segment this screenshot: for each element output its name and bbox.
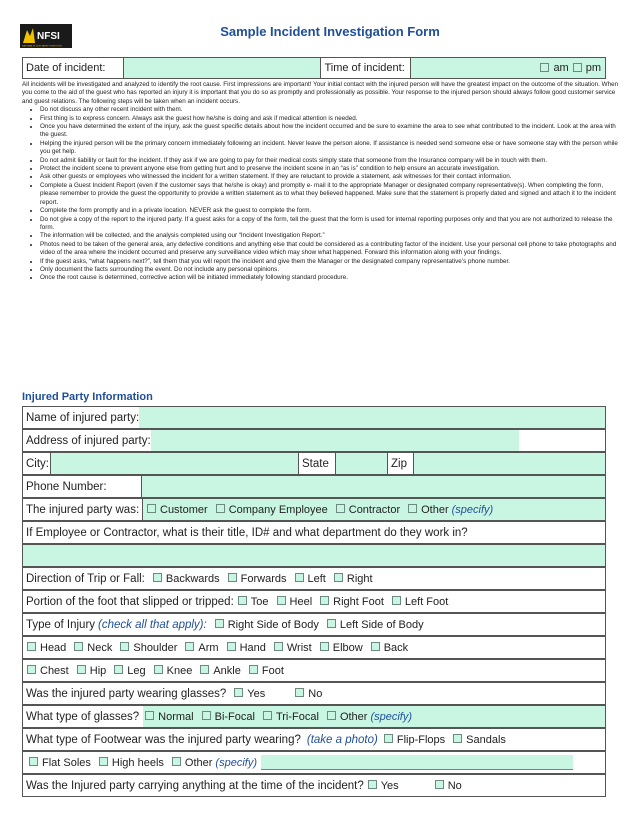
- checkbox[interactable]: [263, 711, 272, 720]
- option-label: Ankle: [213, 664, 241, 677]
- checkbox[interactable]: [384, 734, 393, 743]
- option-footwear-other[interactable]: [172, 757, 257, 769]
- option-neck[interactable]: [74, 642, 112, 654]
- instruction-item: • Photos need to be taken of the general area, any defective conditions and anything else that could be considered as a contributing factor of the incident. Use your personal cell phone to take photographs and video of the area where the incident occurred and preserve any surveillance video which may show what happened. Forward this information along with your findings.: [40, 241, 620, 258]
- instruction-item: • Do not discuss any other recent incident with them.: [40, 106, 620, 114]
- take-photo-hint: (take a photo): [306, 733, 378, 746]
- checkbox[interactable]: [200, 665, 209, 674]
- pm-checkbox[interactable]: [573, 63, 582, 72]
- footwear-question: What type of Footwear was the injured party wearing?: [26, 733, 301, 746]
- option-other[interactable]: [408, 504, 493, 516]
- instruction-item: • Helping the injured person will be the primary concern immediately following an incident. Never leave the person alone. If assistance is needed send someone else or have someone stay with the person while you get help.: [40, 140, 620, 157]
- checkbox[interactable]: [371, 642, 380, 651]
- option-label: Neck: [87, 641, 113, 654]
- instruction-item: • Only document the facts surrounding the event. Do not include any personal opinions.: [40, 266, 620, 274]
- option-sandals[interactable]: [453, 734, 506, 746]
- checkbox[interactable]: [435, 780, 444, 789]
- party-type-row: [22, 498, 606, 521]
- option-label: Flat Soles: [42, 756, 91, 769]
- checkbox[interactable]: [334, 573, 343, 582]
- option-label: Customer: [160, 503, 208, 516]
- checkbox[interactable]: [172, 757, 181, 766]
- checkbox[interactable]: [77, 665, 86, 674]
- checkbox[interactable]: [153, 573, 162, 582]
- option-hand[interactable]: [227, 642, 266, 654]
- option-label: Right Foot: [333, 595, 384, 608]
- checkbox[interactable]: [228, 573, 237, 582]
- logo-text: NFSI: [37, 31, 60, 42]
- glasses-type-options: [143, 706, 605, 727]
- option-label: Flip-Flops: [396, 733, 446, 746]
- footwear-row-2: [22, 751, 606, 774]
- option-label: Hip: [89, 664, 107, 677]
- option-label: Left: [307, 572, 326, 585]
- option-label: Normal: [158, 710, 194, 723]
- checkbox[interactable]: [277, 596, 286, 605]
- party-type-options: [142, 499, 605, 520]
- option-label: High heels: [111, 756, 164, 769]
- pm-label: pm: [585, 62, 601, 74]
- option-label: Backwards: [165, 572, 220, 585]
- option-knee[interactable]: [154, 665, 193, 677]
- glasses-question: Was the injured party wearing glasses?: [26, 687, 227, 700]
- direction-label: Direction of Trip or Fall:: [26, 572, 145, 585]
- checkbox[interactable]: [234, 688, 243, 697]
- instruction-item: • Complete the form promptly and in a private location. NEVER ask the guest to complete the form.: [40, 207, 620, 215]
- option-trifocal[interactable]: [263, 711, 319, 723]
- checkbox[interactable]: [238, 596, 247, 605]
- option-label: Toe: [250, 595, 269, 608]
- option-label: Forwards: [240, 572, 287, 585]
- glasses-type-question: What type of glasses?: [26, 710, 140, 723]
- option-arm[interactable]: [185, 642, 218, 654]
- phone-field[interactable]: [141, 476, 605, 497]
- glasses-type-row: [22, 705, 606, 728]
- specify-hint: (specify): [215, 756, 257, 769]
- option-left-side[interactable]: [327, 619, 424, 631]
- injury-type-row: [22, 613, 606, 636]
- checkbox[interactable]: [147, 504, 156, 513]
- name-row: [22, 406, 606, 429]
- option-label: Left Side of Body: [339, 618, 424, 631]
- carrying-question: Was the Injured party carrying anything at the time of the incident?: [26, 779, 364, 792]
- option-glasses-no[interactable]: [295, 688, 322, 700]
- intro-paragraph: All incidents will be investigated and analyzed to identify the root cause. First impressions are important! Your initial contact with the injured person will have the greatest impact on the outcome of the situation. When you come to the aid of the guest who has reported an injury it is important that you do so as promptly and professionally as possible. Your response to the injured person should always follow good customer service and guest relations. The following steps will be taken when an incident occurs.: [22, 81, 619, 105]
- option-label: Sandals: [466, 733, 506, 746]
- option-right-side[interactable]: [215, 619, 319, 631]
- option-label: Left Foot: [404, 595, 449, 608]
- section-title: Injured Party Information: [22, 391, 153, 403]
- option-label: Wrist: [286, 641, 312, 654]
- state-label: State: [298, 453, 335, 474]
- footwear-row: [22, 728, 606, 751]
- form-title: Sample Incident Investigation Form: [220, 24, 440, 39]
- option-toe[interactable]: [238, 596, 269, 608]
- option-carrying-yes[interactable]: [368, 780, 399, 792]
- option-label: Leg: [127, 664, 146, 677]
- specify-hint: (specify): [451, 503, 494, 516]
- option-label: Head: [40, 641, 67, 654]
- option-label: Yes: [380, 779, 399, 792]
- phone-row: [22, 475, 606, 498]
- option-wrist[interactable]: [274, 642, 312, 654]
- city-field[interactable]: [50, 453, 298, 474]
- option-chest[interactable]: [27, 665, 69, 677]
- instruction-item: • Once you have determined the extent of the injury, ask the guest specific details about how the incident occurred and be sure to examine the area to see what contributed to the incident. Look at the area with the guest.: [40, 123, 620, 140]
- option-label: Right: [346, 572, 373, 585]
- specify-hint: (specify): [370, 710, 413, 723]
- option-label: Foot: [261, 664, 284, 677]
- option-contractor[interactable]: [336, 504, 400, 516]
- option-label: No: [308, 687, 323, 700]
- instruction-item: • The information will be collected, and the analysis completed using our “Incident Investigation Report.”: [40, 232, 620, 240]
- instructions: [22, 81, 620, 283]
- instruction-item: • Do not give a copy of the report to the injured party. If a guest asks for a copy of the form, tell the guest that the form is used for internal reporting purposes only and that you are not authorized to release the form.: [40, 216, 620, 233]
- option-label: Heel: [289, 595, 313, 608]
- foot-portion-label: Portion of the foot that slipped or tripped:: [26, 595, 234, 608]
- injury-hint: (check all that apply):: [98, 618, 207, 631]
- option-ankle[interactable]: [200, 665, 241, 677]
- zip-field[interactable]: [413, 453, 605, 474]
- option-label: Knee: [166, 664, 193, 677]
- checkbox[interactable]: [74, 642, 83, 651]
- checkbox[interactable]: [368, 780, 377, 789]
- option-label: Chest: [40, 664, 69, 677]
- instruction-list: [22, 106, 620, 283]
- instruction-item: • If the guest asks, “what happens next?”, tell them that you will report the incident and give them the Manager or the designated company representative’s phone number.: [40, 258, 620, 266]
- date-time-row: [22, 57, 606, 79]
- address-field[interactable]: [151, 430, 519, 451]
- instruction-item: • Do not admit liability or fault for the incident. If they ask if we are going to pay for their medical costs simply state that someone from the Insurance company will be in touch with them.: [40, 157, 620, 165]
- option-label: Other: [421, 503, 449, 516]
- date-label: Date of incident:: [26, 62, 106, 74]
- state-field[interactable]: [335, 453, 387, 474]
- body-parts-row-1: [22, 636, 606, 659]
- option-label: Shoulder: [133, 641, 178, 654]
- option-right[interactable]: [334, 573, 373, 585]
- option-back[interactable]: [371, 642, 408, 654]
- option-right-foot[interactable]: [320, 596, 384, 608]
- footwear-other-field[interactable]: [261, 755, 573, 770]
- time-field[interactable]: [410, 58, 605, 78]
- carrying-row: [22, 774, 606, 797]
- date-field[interactable]: [123, 58, 320, 78]
- option-label: Back: [383, 641, 409, 654]
- instruction-item: • Protect the incident scene to prevent anyone else from getting hurt and to preserve the incident scene in an “as is” condition to help ensure an accurate investigation.: [40, 165, 620, 173]
- logo-subtext: NATIONAL FLOOR SAFETY INSTITUTE: [22, 45, 62, 48]
- checkbox[interactable]: [320, 596, 329, 605]
- option-employee[interactable]: [216, 504, 328, 516]
- checkbox[interactable]: [227, 642, 236, 651]
- checkbox[interactable]: [249, 665, 258, 674]
- option-label: Company Employee: [228, 503, 328, 516]
- option-label: No: [447, 779, 462, 792]
- city-label: City:: [26, 457, 49, 470]
- option-high-heels[interactable]: [99, 757, 164, 769]
- checkbox[interactable]: [120, 642, 129, 651]
- option-shoulder[interactable]: [120, 642, 177, 654]
- zip-label: Zip: [387, 453, 413, 474]
- option-carrying-no[interactable]: [435, 780, 462, 792]
- checkbox[interactable]: [202, 711, 211, 720]
- phone-label: Phone Number:: [26, 480, 107, 493]
- option-glasses-other[interactable]: [327, 711, 412, 723]
- option-label: Yes: [247, 687, 266, 700]
- instruction-item: • Once the root cause is determined, corrective action will be initiated immediately following standard procedure.: [40, 274, 620, 282]
- option-label: Elbow: [332, 641, 363, 654]
- injury-type-label: Type of Injury: [26, 618, 96, 631]
- option-elbow[interactable]: [320, 642, 363, 654]
- checkbox[interactable]: [215, 619, 224, 628]
- name-label: Name of injured party:: [26, 411, 140, 424]
- option-label: Right Side of Body: [227, 618, 319, 631]
- glasses-row: [22, 682, 606, 705]
- option-customer[interactable]: [147, 504, 208, 516]
- checkbox[interactable]: [114, 665, 123, 674]
- option-bifocal[interactable]: [202, 711, 255, 723]
- option-flat-soles[interactable]: [29, 757, 91, 769]
- checkbox[interactable]: [336, 504, 345, 513]
- address-label: Address of injured party:: [26, 434, 151, 447]
- option-left-foot[interactable]: [392, 596, 448, 608]
- option-flip-flops[interactable]: [384, 734, 445, 746]
- checkbox[interactable]: [392, 596, 401, 605]
- option-foot[interactable]: [249, 665, 284, 677]
- party-type-label: The injured party was:: [26, 503, 140, 516]
- checkbox[interactable]: [320, 642, 329, 651]
- checkbox[interactable]: [99, 757, 108, 766]
- employee-question: If Employee or Contractor, what is their title, ID# and what department do they work in?: [26, 526, 468, 539]
- option-hip[interactable]: [77, 665, 107, 677]
- option-label: Bi-Focal: [214, 710, 255, 723]
- employee-question-row: [22, 521, 606, 544]
- option-head[interactable]: [27, 642, 66, 654]
- option-label: Other: [184, 756, 213, 769]
- employee-answer-field[interactable]: [22, 544, 606, 567]
- option-left[interactable]: [295, 573, 326, 585]
- option-label: Hand: [239, 641, 266, 654]
- instruction-item: • First thing is to express concern. Always ask the guest how he/she is doing and ask if medical attention is needed.: [40, 115, 620, 123]
- instruction-item: • Ask other guests or employees who witnessed the incident for a written statement. If they are reluctant to provide a statement, ask witnesses for their contact information.: [40, 173, 620, 181]
- am-checkbox[interactable]: [540, 63, 549, 72]
- instruction-item: • Complete a Guest Incident Report (even if the customer says that he/she is okay) and promptly e- mail it to the appropriate Manager or designated company representative(s). When completing the form, please remember to provide the guest the opportunity to provide a written statement as to what they believed happened. Make sure that the statement is properly dated and signed and attach it to the incident report.: [40, 182, 620, 207]
- direction-row: [22, 567, 606, 590]
- checkbox[interactable]: [185, 642, 194, 651]
- checkbox[interactable]: [453, 734, 462, 743]
- option-label: Arm: [198, 641, 219, 654]
- checkbox[interactable]: [274, 642, 283, 651]
- checkbox[interactable]: [154, 665, 163, 674]
- checkbox[interactable]: [27, 665, 36, 674]
- option-label: Contractor: [348, 503, 401, 516]
- checkbox[interactable]: [29, 757, 38, 766]
- time-label: Time of incident:: [320, 58, 410, 78]
- checkbox[interactable]: [327, 711, 336, 720]
- option-normal[interactable]: [145, 711, 193, 723]
- option-glasses-yes[interactable]: [234, 688, 265, 700]
- checkbox[interactable]: [27, 642, 36, 651]
- option-label: Tri-Focal: [275, 710, 319, 723]
- body-parts-row-2: [22, 659, 606, 682]
- address-row: [22, 429, 606, 452]
- checkbox[interactable]: [327, 619, 336, 628]
- am-label: am: [553, 62, 569, 74]
- option-backwards[interactable]: [153, 573, 220, 585]
- option-leg[interactable]: [114, 665, 145, 677]
- name-field[interactable]: [139, 407, 605, 428]
- checkbox[interactable]: [145, 711, 154, 720]
- checkbox[interactable]: [408, 504, 417, 513]
- option-heel[interactable]: [277, 596, 313, 608]
- checkbox[interactable]: [295, 688, 304, 697]
- option-label: Other: [339, 710, 368, 723]
- checkbox[interactable]: [216, 504, 225, 513]
- option-forwards[interactable]: [228, 573, 287, 585]
- foot-portion-row: [22, 590, 606, 613]
- city-state-zip-row: [22, 452, 606, 475]
- checkbox[interactable]: [295, 573, 304, 582]
